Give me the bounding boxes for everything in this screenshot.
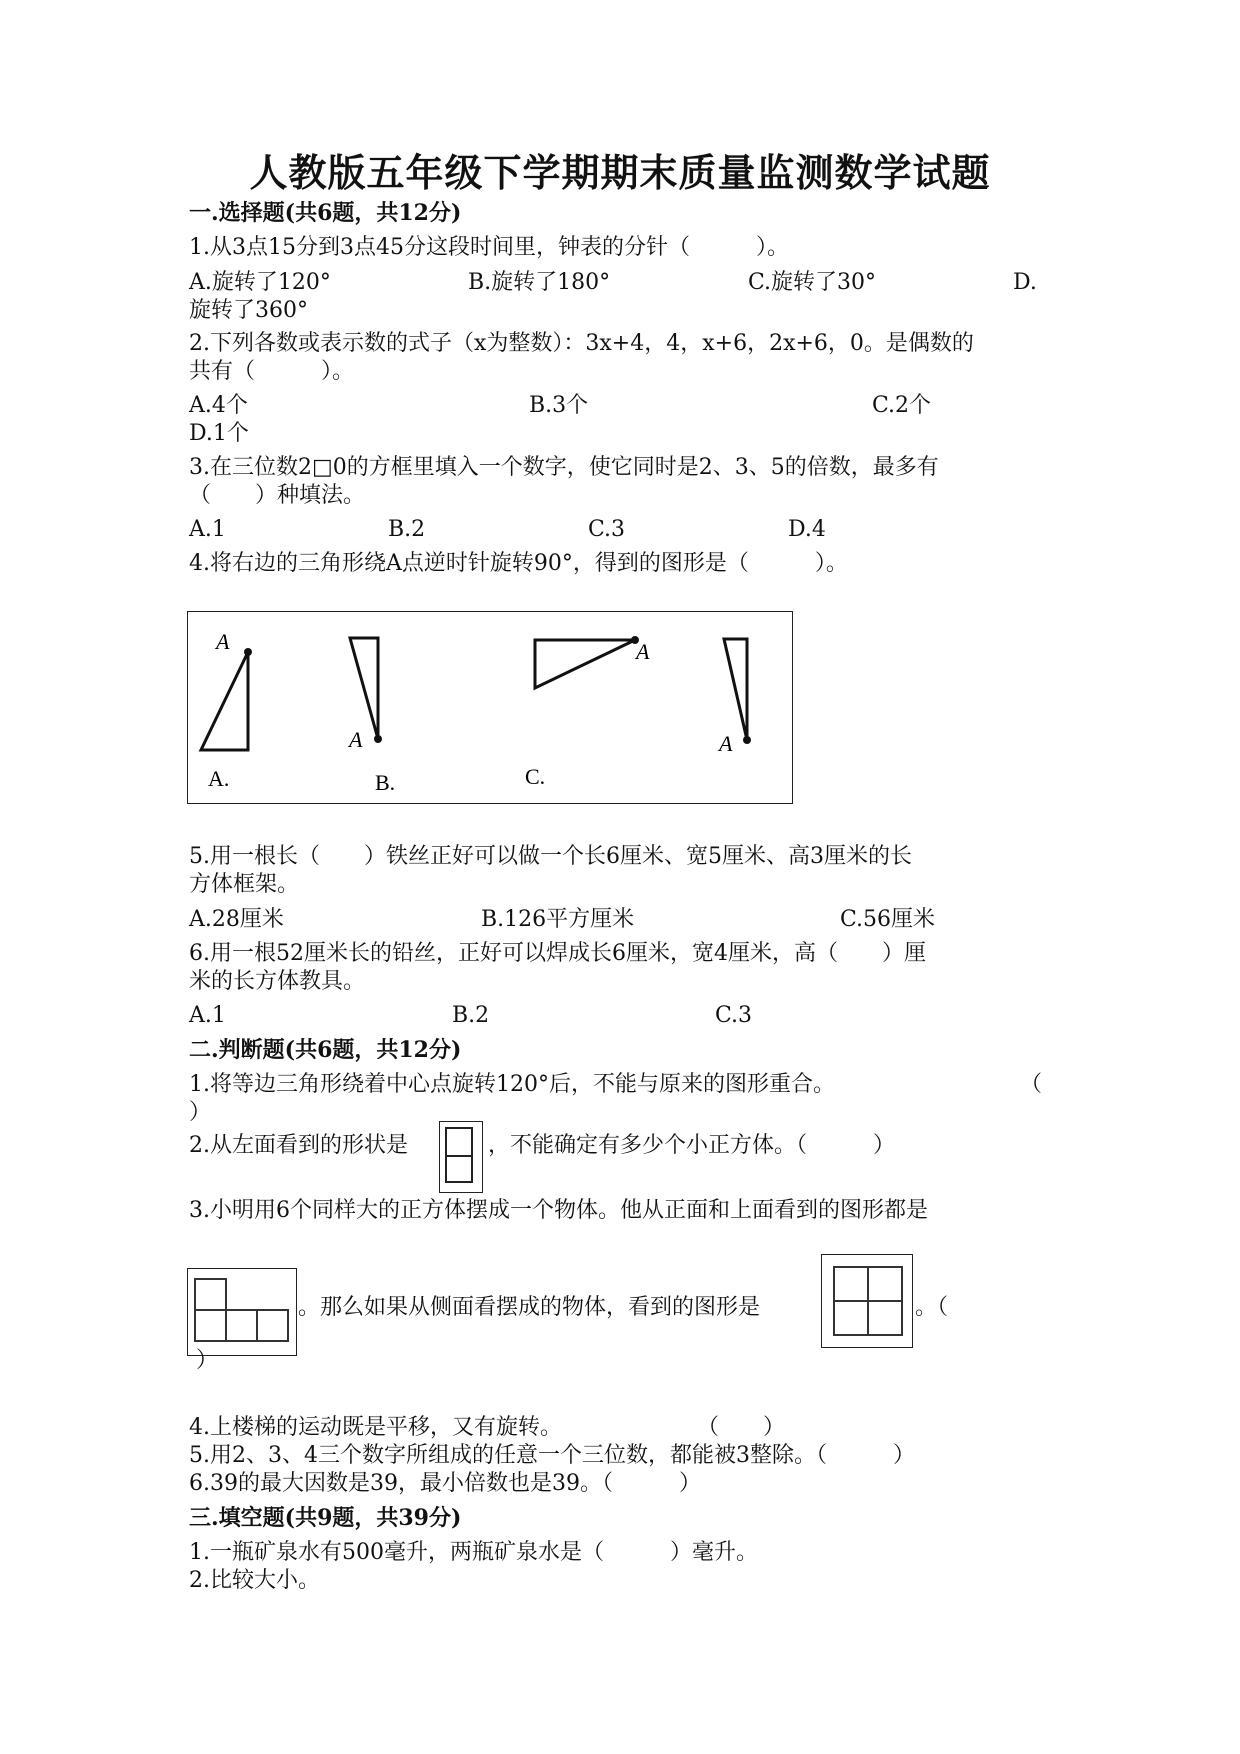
question-text: 2.比较大小。 (189, 1568, 320, 1593)
rotation-point (374, 735, 382, 743)
option-b: B.2 (452, 1003, 490, 1028)
option-b: B.旋转了180° (468, 270, 611, 295)
rotation-point (743, 736, 751, 744)
option-d-wrap: 旋转了360° (189, 298, 308, 323)
answer-paren-close: ） (189, 1100, 212, 1125)
option-d: D.4 (788, 517, 826, 542)
option-c: C.3 (588, 517, 626, 542)
option-a: A.1 (189, 517, 226, 542)
question-text: 6.39的最大因数是39，最小倍数也是39。（ ） (189, 1471, 701, 1496)
option-b: B.2 (388, 517, 426, 542)
question-text-line2: 方体框架。 (189, 872, 300, 897)
point-label: A (719, 731, 733, 756)
question-text-cont: ，不能确定有多少个小正方体。（ ） (488, 1133, 896, 1158)
question-text-line2: 米的长方体教具。 (189, 969, 366, 994)
front-top-view-figure (187, 1268, 297, 1356)
option-c: C.56厘米 (840, 907, 936, 932)
triangle-figure (187, 611, 793, 804)
question-text-end: 。（ (915, 1295, 949, 1320)
option-b: B.3个 (529, 393, 589, 418)
question-text: 1.从3点15分到3点45分这段时间里，钟表的分针（ ）。 (189, 235, 789, 260)
question-text: 1.将等边三角形绕着中心点旋转120°后，不能与原来的图形重合。 (189, 1072, 835, 1097)
left-view-figure (439, 1121, 483, 1193)
question-text: 5.用2、3、4三个数字所组成的任意一个三位数，都能被3整除。（ ） (189, 1443, 915, 1468)
triangle-original (201, 652, 248, 750)
option-a: A.4个 (189, 393, 248, 418)
question-text: 3.小明用6个同样大的正方体摆成一个物体。他从正面和上面看到的图形都是 (189, 1198, 928, 1223)
option-a: A.旋转了120° (189, 270, 331, 295)
option-b: B.126平方厘米 (481, 907, 635, 932)
front-top-view-drawing (188, 1269, 296, 1355)
option-d: D.1个 (189, 421, 249, 446)
figure-label-b: B. (375, 770, 396, 795)
section-heading-fill: 三.填空题(共9题，共39分) (189, 1505, 462, 1531)
answer-paren-close: ） (196, 1348, 219, 1373)
option-c: C.3 (715, 1003, 753, 1028)
question-text: 4.将右边的三角形绕A点逆时针旋转90°，得到的图形是（ ）。 (189, 551, 848, 576)
point-label: A (349, 727, 363, 752)
figure-label-a: A. (208, 766, 230, 791)
option-d: D. (1013, 270, 1037, 295)
side-view-figure (821, 1254, 913, 1348)
section-heading-choice: 一.选择题(共6题，共12分) (189, 200, 462, 226)
question-text: 4.上楼梯的运动既是平移，又有旋转。 (189, 1415, 562, 1440)
point-label: A (636, 639, 650, 664)
question-text: 2.下列各数或表示数的式子（x为整数）：3x+4，4，x+6，2x+6，0。是偶数的 (189, 331, 974, 356)
question-text: 1.一瓶矿泉水有500毫升，两瓶矿泉水是（ ）毫升。 (189, 1540, 758, 1565)
triangle-option-b (350, 638, 378, 739)
figure-label-c: C. (525, 764, 546, 789)
section-heading-judge: 二.判断题(共6题，共12分) (189, 1037, 462, 1063)
page-title: 人教版五年级下学期期末质量监测数学试题 (249, 150, 991, 195)
option-c: C.2个 (872, 393, 932, 418)
triangle-diagram (188, 612, 792, 803)
question-text-line2: 共有（ ）。 (189, 359, 355, 384)
option-a: A.28厘米 (189, 907, 284, 932)
option-a: A.1 (189, 1003, 226, 1028)
answer-paren: （ ） (697, 1415, 786, 1440)
triangle-option-d (724, 639, 747, 740)
answer-paren-open: （ (1020, 1072, 1043, 1097)
question-text-line2: （ ）种填法。 (189, 483, 366, 508)
side-view-drawing (822, 1255, 912, 1347)
question-text: 5.用一根长（ ）铁丝正好可以做一个长6厘米、宽5厘米、高3厘米的长 (189, 844, 912, 869)
question-text-cont: 。那么如果从侧面看摆成的物体，看到的图形是 (298, 1295, 761, 1320)
question-text: 2.从左面看到的形状是 (189, 1133, 408, 1158)
triangle-option-c (535, 640, 635, 688)
rotation-point (244, 648, 252, 656)
point-label: A (216, 629, 230, 654)
option-c: C.旋转了30° (748, 270, 877, 295)
question-text: 6.用一根52厘米长的铅丝，正好可以焊成长6厘米，宽4厘米，高（ ）厘 (189, 941, 926, 966)
question-text: 3.在三位数2□0的方框里填入一个数字，使它同时是2、3、5的倍数，最多有 (189, 455, 939, 480)
